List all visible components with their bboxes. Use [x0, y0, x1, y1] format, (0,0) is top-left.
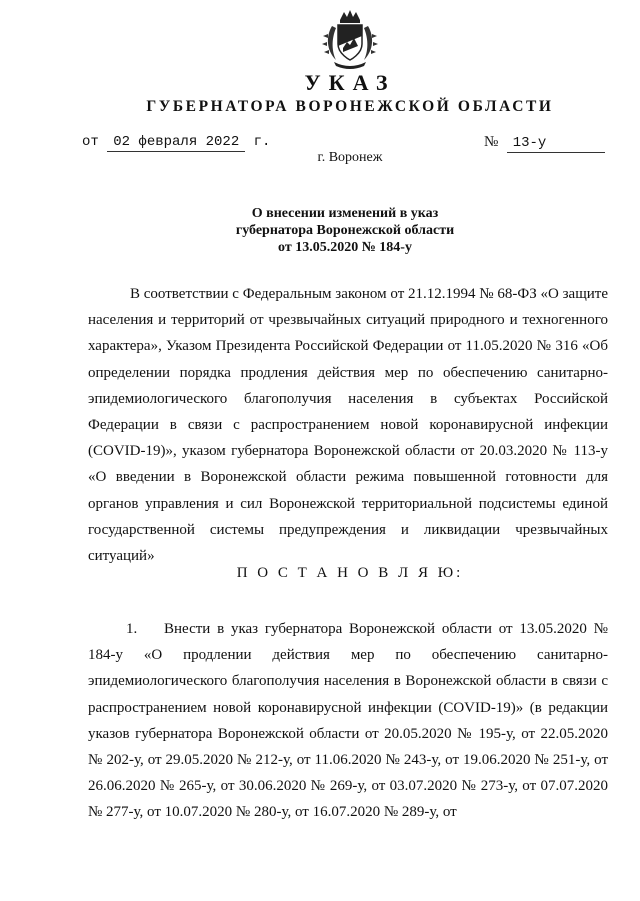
subject-line-1: О внесении изменений в указ: [251, 206, 439, 221]
date-prefix: от: [82, 134, 99, 150]
number-sign: №: [484, 134, 499, 150]
document-type-title: УКАЗ: [304, 70, 396, 95]
voronezh-coat-of-arms-icon: [318, 8, 382, 72]
preamble-paragraph: В соответствии с Федеральным законом от 21.12.1994 № 68-ФЗ «О защите населения и территорий от чрезвычайных ситуаций природного и техногенного характера», Указом Президента Российской Федерации от 11.05.2020 № 316 «Об определении порядка продления действия мер по обеспечению санитарно-эпидемиологического благополучия населения в субъектах Российской Федерации в связи с распространением новой коронавирусной инфекции (COVID-19)», указом губернатора Воронежской области от 20.03.2020 № 113-у «О введении в Воронежской области режима повышенной готовности для органов управления и сил Воронежской территориальной подсистемы единой государственной системы предупреждения и ликвидации чрезвычайных ситуаций»: [88, 286, 608, 565]
decree-date: [82, 134, 270, 150]
subject-line-3: от 13.05.2020 № 184-у: [278, 240, 412, 255]
date-suffix: г.: [253, 134, 271, 150]
date-value: 02 февраля 2022: [107, 134, 245, 152]
item-1-paragraph: [88, 616, 608, 826]
document-subject: [0, 205, 640, 256]
number-value: 13-у: [507, 135, 605, 153]
decree-word: П О С Т А Н О В Л Я Ю:: [236, 565, 464, 581]
issuing-authority: ГУБЕРНАТОРА ВОРОНЕЖСКОЙ ОБЛАСТИ: [146, 98, 554, 115]
item-1-text: Внести в указ губернатора Воронежской области от 13.05.2020 № 184-у «О продлении действия мер по обеспечению санитарно-эпидемиологического благополучия населения в Воронежской области в связи с распространением новой коронавирусной инфекции (COVID-19)» (в редакции указов губернатора Воронежской области от 20.05.2020 № 195-у, от 22.05.2020 № 202-у, от 29.05.2020 № 212-у, от 11.06.2020 № 243-у, от 19.06.2020 № 251-у, от 26.06.2020 № 265-у, от 30.06.2020 № 269-у, от 03.07.2020 № 273-у, от 07.07.2020 № 277-у, от 10.07.2020 № 280-у, от 16.07.2020 № 289-у, от: [88, 621, 608, 821]
city: г. Воронеж: [317, 150, 383, 165]
item-1-number: 1.: [126, 621, 138, 637]
subject-line-2: губернатора Воронежской области: [235, 223, 455, 238]
